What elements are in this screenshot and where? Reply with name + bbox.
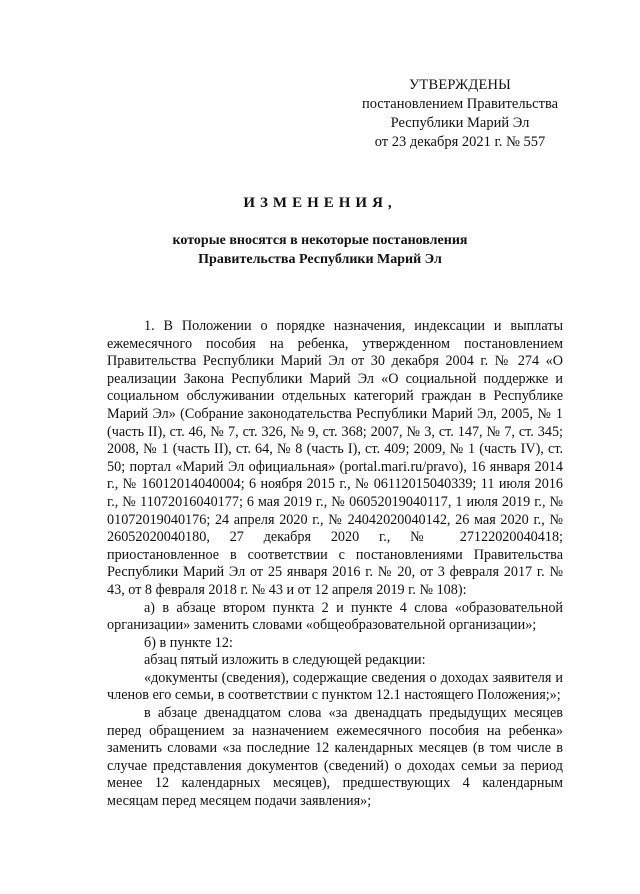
body-paragraph-6: в абзаце двенадцатом слова «за двенадцать предыдущих месяцев перед обращением за назначением ежемесячного пособия на ребенка» заменить словами «за последние 12 календарных месяцев (в том числе в случае представления документов (сведений) о доходах семьи за период менее 12 календарных месяцев), предшествующих 4 календарным месяцам перед месяцем подачи заявления»;	[107, 705, 563, 810]
body-paragraph-2: а) в абзаце втором пункта 2 и пункте 4 слова «образовательной организации» заменить словами «общеобразовательной организации»;	[107, 599, 563, 634]
approval-block	[340, 76, 580, 152]
approval-region: Республики Марий Эл	[390, 115, 530, 131]
body-paragraph-1: 1. В Положении о порядке назначения, индексации и выплаты ежемесячного пособия на ребенка, утвержденном постановлением Правительства Республики Марий Эл от 30 декабря 2004 г. № 274 «О реализации Закона Республики Марий Эл «О социальной поддержке и социальном обслуживании отдельных категорий граждан в Республике Марий Эл» (Собрание законодательства Республики Марий Эл, 2005, № 1 (часть II), ст. 46, № 7, ст. 326, № 9, ст. 368; 2007, № 3, ст. 147, № 7, ст. 345; 2008, № 1 (часть II), ст. 64, № 8 (часть I), ст. 409; 2009, № 1 (часть IV), ст. 50; портал «Марий Эл официальная» (portal.mari.ru/pravo), 16 января 2014 г., № 16012014040004; 6 ноября 2015 г., № 06112015040339; 11 июля 2016 г., № 11072016040177; 6 мая 2019 г., № 06052019040117, 1 июля 2019 г., № 01072019040176; 24 апреля 2020 г., № 24042020040142, 26 мая 2020 г., № 26052020040180, 27 декабря 2020 г., № 27122020040418; приостановленное в соответствии с постановлениями Правительства Республики Марий Эл от 25 января 2016 г. № 20, от 3 февраля 2017 г. № 43, от 8 февраля 2018 г. № 43 и от 12 апреля 2019 г. № 108):	[107, 318, 563, 598]
approval-authority: постановлением Правительства	[361, 96, 559, 112]
body-paragraph-5: «документы (сведения), содержащие сведения о доходах заявителя и членов его семьи, в соответствии с пунктом 12.1 настоящего Положения;»;	[107, 669, 563, 704]
approval-number-sign: №	[502, 134, 524, 150]
approval-date-line	[340, 133, 580, 152]
approval-stamp: УТВЕРЖДЕНЫ	[408, 77, 512, 93]
document-body	[107, 318, 563, 811]
document-subtitle	[107, 231, 533, 269]
document-title: ИЗМЕНЕНИЯ,	[243, 195, 397, 211]
body-paragraph-4: абзац пятый изложить в следующей редакции:	[144, 652, 426, 669]
body-paragraph-3: б) в пункте 12:	[144, 634, 233, 651]
subtitle-line-1: которые вносятся в некоторые постановления	[172, 233, 468, 248]
subtitle-line-2: Правительства Республики Марий Эл	[198, 252, 442, 267]
approval-date: 23 декабря 2021 г.	[391, 134, 503, 150]
approval-number: 557	[523, 134, 546, 150]
approval-date-prefix: от	[374, 134, 392, 150]
